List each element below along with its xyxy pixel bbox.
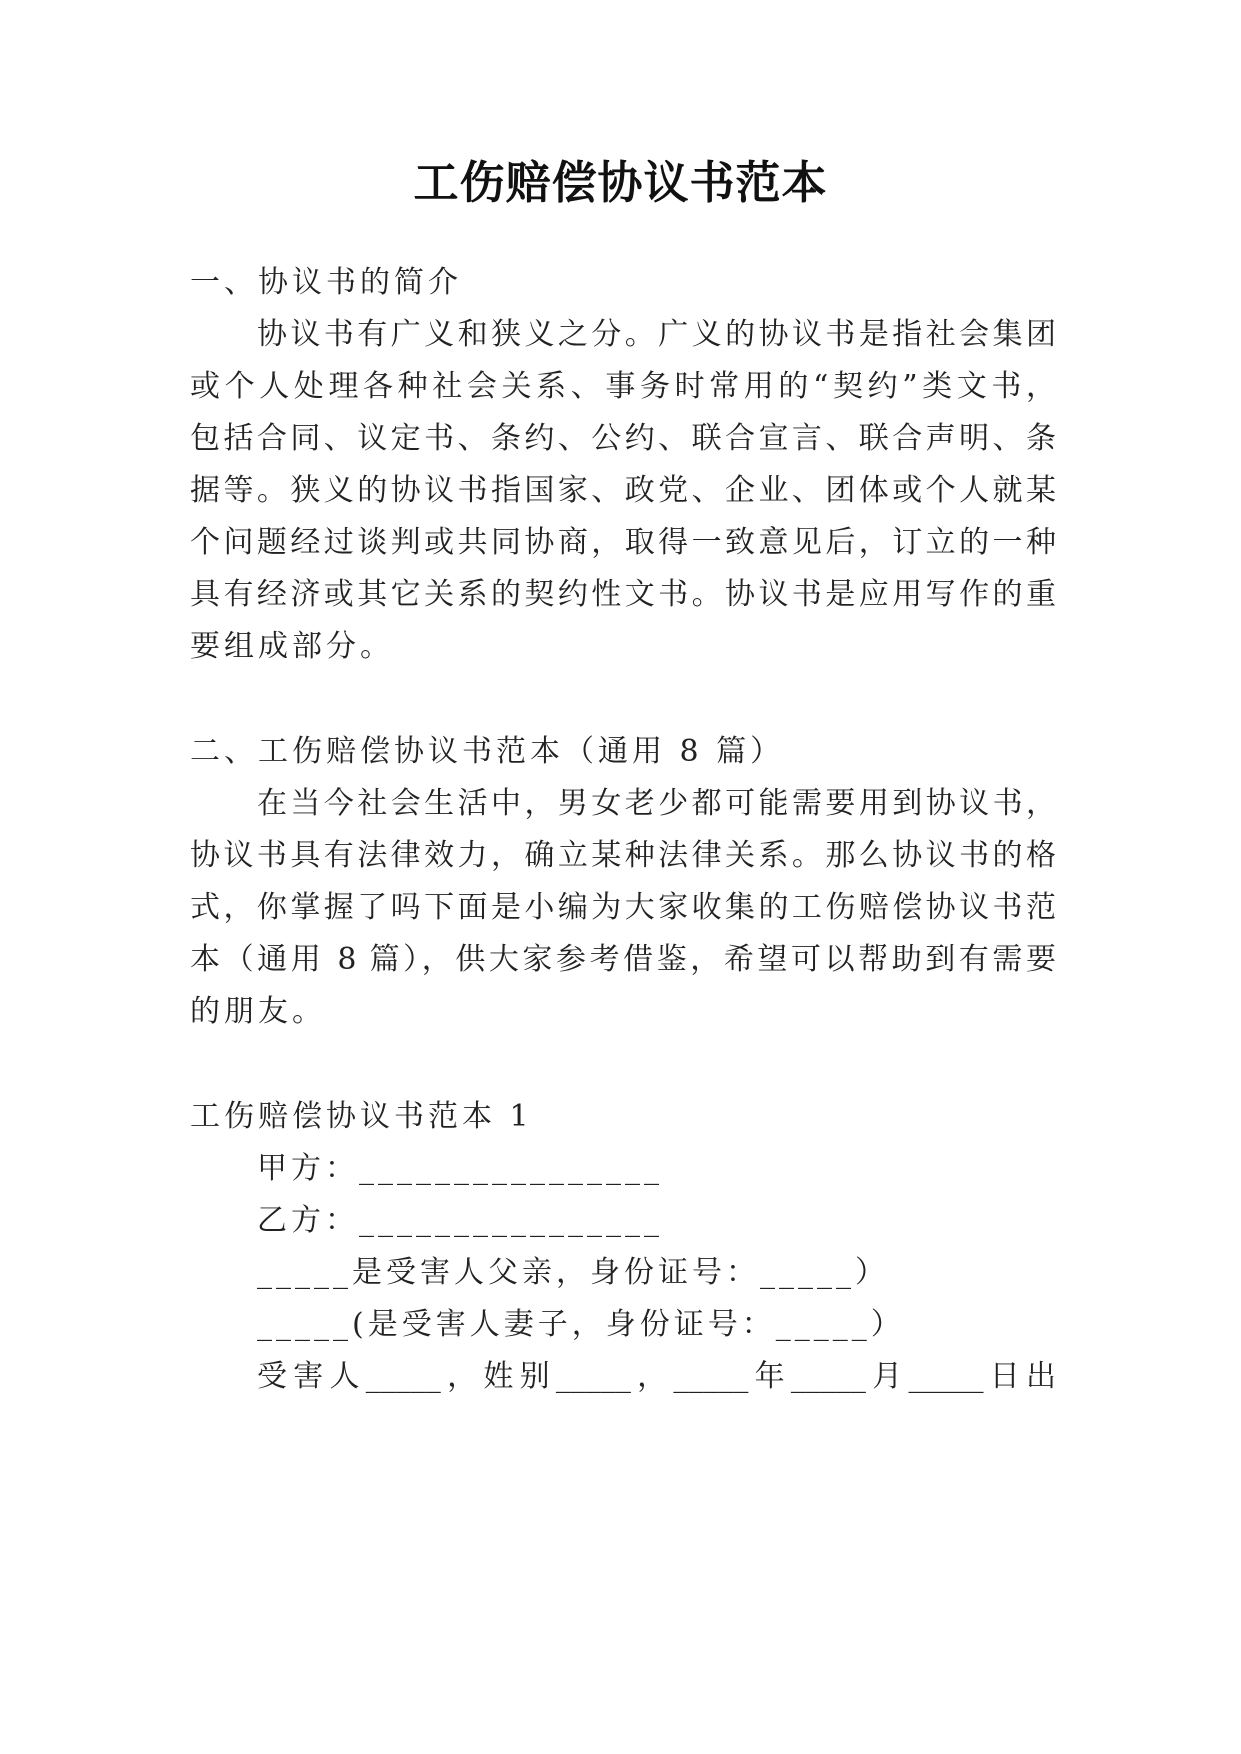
victim-info-line: 受害人_____，姓别_____，_____年_____月_____日出 — [257, 1359, 1056, 1394]
sample-heading: 工伤赔偿协议书范本 1 — [190, 1099, 533, 1134]
paragraph-line: 或个人处理各种社会关系、事务时常用的“契约”类文书， — [190, 369, 1056, 404]
victim-father-line: _____是受害人父亲，身份证号：_____） — [257, 1255, 889, 1290]
paragraph-line: 要组成部分。 — [190, 629, 394, 664]
paragraph-line: 本（通用 8 篇），供大家参考借鉴，希望可以帮助到有需要 — [190, 942, 1056, 977]
paragraph-line: 据等。狭义的协议书指国家、政党、企业、团体或个人就某 — [190, 473, 1056, 508]
paragraph-line: 在当今社会生活中，男女老少都可能需要用到协议书， — [257, 786, 1056, 821]
section-heading-samples: 二、工伤赔偿协议书范本（通用 8 篇） — [190, 734, 785, 769]
party-b-line: 乙方：________________ — [257, 1203, 663, 1238]
paragraph-line: 协议书具有法律效力，确立某种法律关系。那么协议书的格 — [190, 838, 1056, 873]
paragraph-line: 式，你掌握了吗下面是小编为大家收集的工伤赔偿协议书范 — [190, 890, 1056, 925]
section-heading-intro: 一、协议书的简介 — [190, 265, 462, 300]
paragraph-line: 包括合同、议定书、条约、公约、联合宣言、联合声明、条 — [190, 421, 1056, 456]
paragraph-line: 协议书有广义和狭义之分。广义的协议书是指社会集团 — [257, 317, 1056, 352]
paragraph-line: 具有经济或其它关系的契约性文书。协议书是应用写作的重 — [190, 577, 1056, 612]
page-title: 工伤赔偿协议书范本 — [413, 156, 828, 209]
paragraph-line: 的朋友。 — [190, 994, 326, 1029]
party-a-line: 甲方：________________ — [257, 1151, 663, 1186]
paragraph-line: 个问题经过谈判或共同协商，取得一致意见后，订立的一种 — [190, 525, 1056, 560]
victim-wife-line: _____(是受害人妻子，身份证号：_____） — [257, 1307, 905, 1342]
